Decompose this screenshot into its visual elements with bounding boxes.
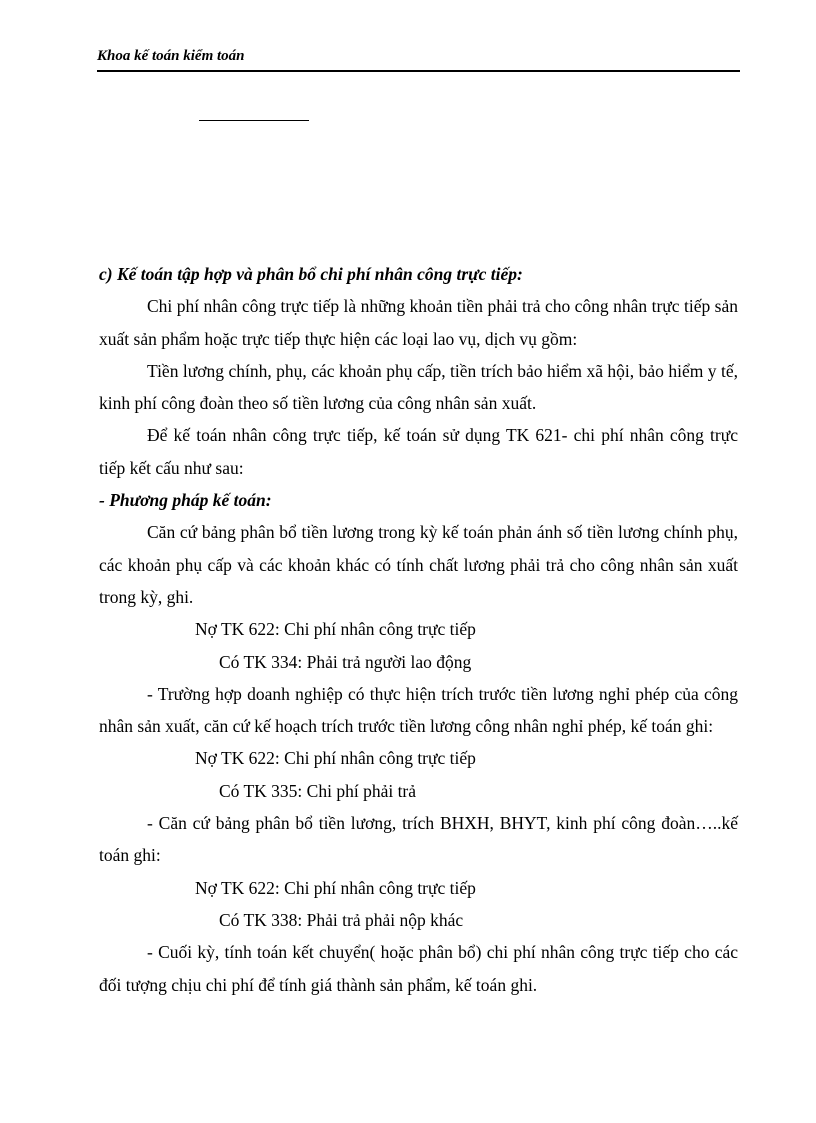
document-body: [99, 258, 738, 1001]
entry-3-credit: Có TK 338: Phải trả phải nộp khác: [219, 909, 464, 930]
paragraph-7: - Cuối kỳ, tính toán kết chuyển( hoặc phân bổ) chi phí nhân công trực tiếp cho các đối tượng chịu chi phí để tính giá thành sản phẩm, kế toán ghi.: [99, 942, 738, 995]
short-divider: [199, 120, 309, 121]
paragraph-1: Chi phí nhân công trực tiếp là những khoản tiền phải trả cho công nhân trực tiếp sản xuất sản phẩm hoặc trực tiếp thực hiện các loại lao vụ, dịch vụ gồm:: [99, 296, 738, 349]
method-title: - Phương pháp kế toán:: [99, 490, 272, 511]
section-title: c) Kế toán tập hợp và phân bổ chi phí nhân công trực tiếp:: [99, 264, 523, 284]
paragraph-5: - Trường hợp doanh nghiệp có thực hiện trích trước tiền lương nghỉ phép của công nhân sản xuất, căn cứ kế hoạch trích trước tiền lương công nhân nghỉ phép, kế toán ghi:: [99, 683, 738, 737]
paragraph-2: Tiền lương chính, phụ, các khoản phụ cấp, tiền trích bảo hiểm xã hội, bảo hiểm y tế, kinh phí công đoàn theo số tiền lương của công nhân sản xuất.: [99, 360, 738, 414]
entry-3-debit: Nợ TK 622: Chi phí nhân công trực tiếp: [195, 877, 476, 898]
paragraph-6: - Căn cứ bảng phân bổ tiền lương, trích BHXH, BHYT, kinh phí công đoàn…..kế toán ghi:: [99, 813, 738, 866]
paragraph-4: Căn cứ bảng phân bổ tiền lương trong kỳ kế toán phản ánh số tiền lương chính phụ, các khoản phụ cấp và các khoản khác có tính chất lương phải trả cho công nhân sản xuất trong kỳ, ghi.: [99, 522, 738, 607]
entry-1-debit: Nợ TK 622: Chi phí nhân công trực tiếp: [195, 619, 476, 640]
page-header: Khoa kế toán kiểm toán: [97, 48, 245, 64]
paragraph-3: Để kế toán nhân công trực tiếp, kế toán sử dụng TK 621- chi phí nhân công trực tiếp kết cấu như sau:: [99, 425, 738, 478]
header-rule: [97, 70, 740, 72]
entry-1-credit: Có TK 334: Phải trả người lao động: [219, 651, 472, 672]
entry-2-credit: Có TK 335: Chi phí phải trả: [219, 780, 417, 801]
entry-2-debit: Nợ TK 622: Chi phí nhân công trực tiếp: [195, 748, 476, 769]
